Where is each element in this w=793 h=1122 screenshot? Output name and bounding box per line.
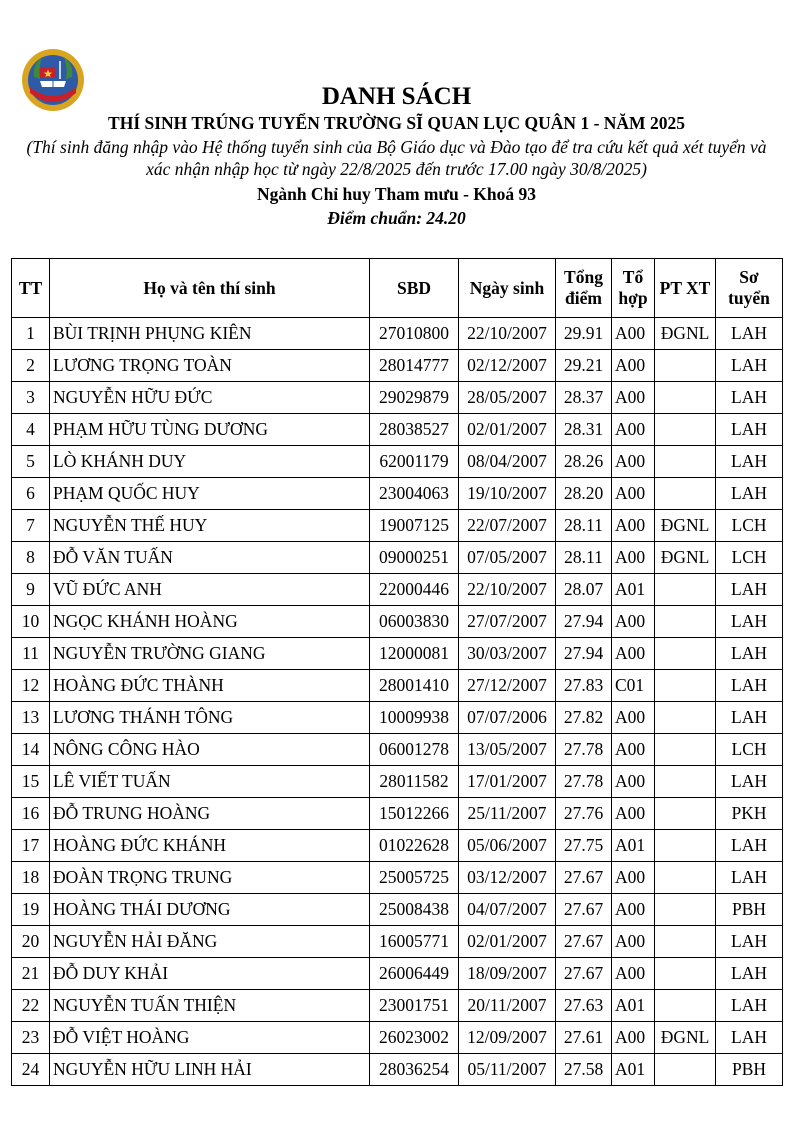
table-row xyxy=(12,1022,783,1054)
cell-full-name: ĐỖ TRUNG HOÀNG xyxy=(50,798,370,830)
cell-subject-group: A00 xyxy=(612,510,655,542)
cell-admission-method xyxy=(655,702,716,734)
cell-sbd: 62001179 xyxy=(370,446,459,478)
cell-admission-method xyxy=(655,350,716,382)
cell-birth-date: 27/12/2007 xyxy=(459,670,556,702)
admission-table xyxy=(11,258,783,1086)
cell-tt: 10 xyxy=(12,606,50,638)
document-header xyxy=(0,82,793,229)
cell-tt: 20 xyxy=(12,926,50,958)
cell-preliminary: PBH xyxy=(716,894,783,926)
cell-birth-date: 04/07/2007 xyxy=(459,894,556,926)
cell-full-name: ĐỖ DUY KHẢI xyxy=(50,958,370,990)
cell-sbd: 29029879 xyxy=(370,382,459,414)
cell-tt: 11 xyxy=(12,638,50,670)
cell-preliminary: LAH xyxy=(716,958,783,990)
cell-total-score: 27.78 xyxy=(556,734,612,766)
cell-preliminary: LCH xyxy=(716,734,783,766)
cell-full-name: ĐOÀN TRỌNG TRUNG xyxy=(50,862,370,894)
cell-subject-group: A00 xyxy=(612,382,655,414)
cell-total-score: 28.07 xyxy=(556,574,612,606)
cell-total-score: 27.67 xyxy=(556,958,612,990)
cell-preliminary: LAH xyxy=(716,1022,783,1054)
cell-admission-method xyxy=(655,574,716,606)
cell-total-score: 28.31 xyxy=(556,414,612,446)
cell-full-name: HOÀNG THÁI DƯƠNG xyxy=(50,894,370,926)
cell-total-score: 27.63 xyxy=(556,990,612,1022)
cell-full-name: ĐỖ VĂN TUẤN xyxy=(50,542,370,574)
cell-admission-method xyxy=(655,894,716,926)
cell-admission-method xyxy=(655,478,716,510)
table-row xyxy=(12,510,783,542)
cell-sbd: 12000081 xyxy=(370,638,459,670)
cell-admission-method xyxy=(655,1054,716,1086)
cell-admission-method xyxy=(655,670,716,702)
table-row xyxy=(12,862,783,894)
table-row xyxy=(12,798,783,830)
cell-total-score: 28.37 xyxy=(556,382,612,414)
cell-admission-method xyxy=(655,926,716,958)
cell-sbd: 28014777 xyxy=(370,350,459,382)
cell-preliminary: LAH xyxy=(716,670,783,702)
cell-total-score: 27.94 xyxy=(556,606,612,638)
cell-subject-group: A00 xyxy=(612,958,655,990)
cell-tt: 17 xyxy=(12,830,50,862)
cell-admission-method xyxy=(655,862,716,894)
cell-subject-group: A00 xyxy=(612,606,655,638)
cell-admission-method: ĐGNL xyxy=(655,1022,716,1054)
cell-total-score: 27.76 xyxy=(556,798,612,830)
cell-sbd: 22000446 xyxy=(370,574,459,606)
cell-full-name: PHẠM HỮU TÙNG DƯƠNG xyxy=(50,414,370,446)
cell-sbd: 06003830 xyxy=(370,606,459,638)
cell-birth-date: 27/07/2007 xyxy=(459,606,556,638)
document-title: DANH SÁCH xyxy=(321,83,472,110)
cell-birth-date: 30/03/2007 xyxy=(459,638,556,670)
cell-full-name: PHẠM QUỐC HUY xyxy=(50,478,370,510)
cell-sbd: 26023002 xyxy=(370,1022,459,1054)
cell-admission-method xyxy=(655,734,716,766)
cell-birth-date: 03/12/2007 xyxy=(459,862,556,894)
cell-tt: 8 xyxy=(12,542,50,574)
cell-total-score: 27.67 xyxy=(556,862,612,894)
table-header-row xyxy=(12,259,783,318)
cell-sbd: 28036254 xyxy=(370,1054,459,1086)
cell-birth-date: 22/07/2007 xyxy=(459,510,556,542)
cell-total-score: 27.83 xyxy=(556,670,612,702)
cell-tt: 23 xyxy=(12,1022,50,1054)
cell-preliminary: LAH xyxy=(716,318,783,350)
cell-total-score: 29.21 xyxy=(556,350,612,382)
header-sbd: SBD xyxy=(370,259,459,318)
cell-total-score: 27.82 xyxy=(556,702,612,734)
header-birth-date: Ngày sinh xyxy=(459,259,556,318)
table-row xyxy=(12,926,783,958)
table-row xyxy=(12,350,783,382)
cell-sbd: 01022628 xyxy=(370,830,459,862)
header-tt: TT xyxy=(12,259,50,318)
table-row xyxy=(12,734,783,766)
cell-birth-date: 13/05/2007 xyxy=(459,734,556,766)
cell-subject-group: A00 xyxy=(612,414,655,446)
cell-subject-group: A00 xyxy=(612,318,655,350)
cell-tt: 19 xyxy=(12,894,50,926)
cell-subject-group: A00 xyxy=(612,766,655,798)
header-subject-group: Tổ hợp xyxy=(612,259,655,318)
cell-total-score: 27.67 xyxy=(556,894,612,926)
cell-birth-date: 05/06/2007 xyxy=(459,830,556,862)
cell-tt: 1 xyxy=(12,318,50,350)
cell-total-score: 28.20 xyxy=(556,478,612,510)
table-row xyxy=(12,958,783,990)
cell-preliminary: LAH xyxy=(716,446,783,478)
cell-birth-date: 17/01/2007 xyxy=(459,766,556,798)
cell-total-score: 27.75 xyxy=(556,830,612,862)
header-total-score: Tổng điểm xyxy=(556,259,612,318)
cell-tt: 6 xyxy=(12,478,50,510)
cell-tt: 7 xyxy=(12,510,50,542)
cell-full-name: NGUYỄN THẾ HUY xyxy=(50,510,370,542)
cell-admission-method xyxy=(655,414,716,446)
cell-sbd: 23001751 xyxy=(370,990,459,1022)
cell-full-name: LƯƠNG TRỌNG TOÀN xyxy=(50,350,370,382)
cell-preliminary: LAH xyxy=(716,382,783,414)
cell-preliminary: LAH xyxy=(716,702,783,734)
cell-birth-date: 22/10/2007 xyxy=(459,318,556,350)
cell-subject-group: A01 xyxy=(612,1054,655,1086)
cell-sbd: 23004063 xyxy=(370,478,459,510)
cell-birth-date: 02/01/2007 xyxy=(459,414,556,446)
cell-full-name: NGUYỄN TRƯỜNG GIANG xyxy=(50,638,370,670)
table-row xyxy=(12,478,783,510)
cell-total-score: 28.11 xyxy=(556,542,612,574)
cell-full-name: HOÀNG ĐỨC KHÁNH xyxy=(50,830,370,862)
cell-birth-date: 08/04/2007 xyxy=(459,446,556,478)
table-row xyxy=(12,990,783,1022)
cell-subject-group: A00 xyxy=(612,542,655,574)
cell-subject-group: A00 xyxy=(612,638,655,670)
cell-admission-method xyxy=(655,606,716,638)
cell-preliminary: PKH xyxy=(716,798,783,830)
cell-total-score: 27.61 xyxy=(556,1022,612,1054)
table-row xyxy=(12,1054,783,1086)
cell-subject-group: A00 xyxy=(612,350,655,382)
cell-sbd: 26006449 xyxy=(370,958,459,990)
cell-sbd: 28001410 xyxy=(370,670,459,702)
cell-admission-method xyxy=(655,830,716,862)
cell-admission-method xyxy=(655,798,716,830)
cell-admission-method xyxy=(655,446,716,478)
header-full-name: Họ và tên thí sinh xyxy=(50,259,370,318)
cell-preliminary: LAH xyxy=(716,990,783,1022)
cell-subject-group: A00 xyxy=(612,446,655,478)
cell-subject-group: A00 xyxy=(612,862,655,894)
cell-preliminary: LAH xyxy=(716,862,783,894)
table-row xyxy=(12,574,783,606)
cell-preliminary: LAH xyxy=(716,830,783,862)
cell-subject-group: A00 xyxy=(612,702,655,734)
cell-tt: 5 xyxy=(12,446,50,478)
cell-subject-group: A01 xyxy=(612,990,655,1022)
cell-birth-date: 02/01/2007 xyxy=(459,926,556,958)
table-row xyxy=(12,446,783,478)
table-row xyxy=(12,414,783,446)
cell-admission-method xyxy=(655,382,716,414)
cell-subject-group: A01 xyxy=(612,830,655,862)
cell-birth-date: 28/05/2007 xyxy=(459,382,556,414)
cell-birth-date: 25/11/2007 xyxy=(459,798,556,830)
cell-full-name: LÒ KHÁNH DUY xyxy=(50,446,370,478)
cell-full-name: ĐỖ VIỆT HOÀNG xyxy=(50,1022,370,1054)
cell-total-score: 27.67 xyxy=(556,926,612,958)
cell-subject-group: A00 xyxy=(612,926,655,958)
table-row xyxy=(12,382,783,414)
cell-admission-method: ĐGNL xyxy=(655,318,716,350)
cell-tt: 16 xyxy=(12,798,50,830)
cell-preliminary: LAH xyxy=(716,478,783,510)
cell-total-score: 28.26 xyxy=(556,446,612,478)
cell-full-name: NGUYỄN HẢI ĐĂNG xyxy=(50,926,370,958)
cell-sbd: 06001278 xyxy=(370,734,459,766)
cell-tt: 24 xyxy=(12,1054,50,1086)
header-admission-method: PT XT xyxy=(655,259,716,318)
cell-full-name: NGUYỄN HỮU LINH HẢI xyxy=(50,1054,370,1086)
table-row xyxy=(12,638,783,670)
cutoff-score: Điểm chuẩn: 24.20 xyxy=(327,208,466,228)
header-preliminary: Sơ tuyển xyxy=(716,259,783,318)
cell-preliminary: LAH xyxy=(716,638,783,670)
cell-full-name: BÙI TRỊNH PHỤNG KIÊN xyxy=(50,318,370,350)
cell-birth-date: 19/10/2007 xyxy=(459,478,556,510)
cell-sbd: 19007125 xyxy=(370,510,459,542)
cell-tt: 15 xyxy=(12,766,50,798)
cell-birth-date: 12/09/2007 xyxy=(459,1022,556,1054)
cell-full-name: LƯƠNG THÁNH TÔNG xyxy=(50,702,370,734)
cell-tt: 13 xyxy=(12,702,50,734)
cell-full-name: NGUYỄN HỮU ĐỨC xyxy=(50,382,370,414)
cell-subject-group: A01 xyxy=(612,574,655,606)
table-row xyxy=(12,606,783,638)
cell-subject-group: A00 xyxy=(612,894,655,926)
cell-subject-group: C01 xyxy=(612,670,655,702)
cell-sbd: 25008438 xyxy=(370,894,459,926)
cell-preliminary: PBH xyxy=(716,1054,783,1086)
cell-subject-group: A00 xyxy=(612,1022,655,1054)
cell-tt: 12 xyxy=(12,670,50,702)
cell-preliminary: LAH xyxy=(716,926,783,958)
table-row xyxy=(12,766,783,798)
cell-sbd: 27010800 xyxy=(370,318,459,350)
cell-admission-method xyxy=(655,990,716,1022)
cell-full-name: VŨ ĐỨC ANH xyxy=(50,574,370,606)
cell-total-score: 27.58 xyxy=(556,1054,612,1086)
cell-preliminary: LCH xyxy=(716,510,783,542)
cell-preliminary: LCH xyxy=(716,542,783,574)
table-row xyxy=(12,702,783,734)
cell-full-name: NGỌC KHÁNH HOÀNG xyxy=(50,606,370,638)
cell-sbd: 15012266 xyxy=(370,798,459,830)
cell-preliminary: LAH xyxy=(716,766,783,798)
cell-tt: 21 xyxy=(12,958,50,990)
cell-subject-group: A00 xyxy=(612,734,655,766)
cell-tt: 2 xyxy=(12,350,50,382)
cell-admission-method xyxy=(655,638,716,670)
table-row xyxy=(12,318,783,350)
table-row xyxy=(12,894,783,926)
cell-admission-method xyxy=(655,766,716,798)
cell-total-score: 27.94 xyxy=(556,638,612,670)
cell-subject-group: A00 xyxy=(612,478,655,510)
cell-tt: 4 xyxy=(12,414,50,446)
cell-full-name: HOÀNG ĐỨC THÀNH xyxy=(50,670,370,702)
document-subtitle: THÍ SINH TRÚNG TUYỂN TRƯỜNG SĨ QUAN LỤC QUÂN 1 - NĂM 2025 xyxy=(108,113,685,133)
cell-full-name: LÊ VIẾT TUẤN xyxy=(50,766,370,798)
cell-sbd: 28011582 xyxy=(370,766,459,798)
cell-sbd: 16005771 xyxy=(370,926,459,958)
cell-total-score: 29.91 xyxy=(556,318,612,350)
cell-total-score: 27.78 xyxy=(556,766,612,798)
cell-birth-date: 02/12/2007 xyxy=(459,350,556,382)
document-note: (Thí sinh đăng nhập vào Hệ thống tuyển sinh của Bộ Giáo dục và Đào tạo để tra cứu kết quả xét tuyển và xác nhận nhập học từ ngày 22/8/2025 đến trước 17.00 ngày 30/8/2025) xyxy=(26,137,767,179)
table-row xyxy=(12,830,783,862)
cell-tt: 22 xyxy=(12,990,50,1022)
cell-sbd: 28038527 xyxy=(370,414,459,446)
cell-tt: 18 xyxy=(12,862,50,894)
cell-sbd: 10009938 xyxy=(370,702,459,734)
cell-preliminary: LAH xyxy=(716,574,783,606)
cell-tt: 9 xyxy=(12,574,50,606)
cell-sbd: 09000251 xyxy=(370,542,459,574)
cell-preliminary: LAH xyxy=(716,414,783,446)
cell-total-score: 28.11 xyxy=(556,510,612,542)
major-name: Ngành Chỉ huy Tham mưu - Khoá 93 xyxy=(256,184,537,204)
cell-birth-date: 05/11/2007 xyxy=(459,1054,556,1086)
cell-subject-group: A00 xyxy=(612,798,655,830)
cell-birth-date: 07/07/2006 xyxy=(459,702,556,734)
cell-birth-date: 20/11/2007 xyxy=(459,990,556,1022)
cell-tt: 14 xyxy=(12,734,50,766)
cell-birth-date: 22/10/2007 xyxy=(459,574,556,606)
cell-full-name: NGUYỄN TUẤN THIỆN xyxy=(50,990,370,1022)
cell-admission-method: ĐGNL xyxy=(655,542,716,574)
table-row xyxy=(12,670,783,702)
cell-admission-method xyxy=(655,958,716,990)
cell-sbd: 25005725 xyxy=(370,862,459,894)
cell-full-name: NÔNG CÔNG HÀO xyxy=(50,734,370,766)
cell-preliminary: LAH xyxy=(716,606,783,638)
cell-birth-date: 18/09/2007 xyxy=(459,958,556,990)
cell-admission-method: ĐGNL xyxy=(655,510,716,542)
table-row xyxy=(12,542,783,574)
cell-preliminary: LAH xyxy=(716,350,783,382)
cell-birth-date: 07/05/2007 xyxy=(459,542,556,574)
cell-tt: 3 xyxy=(12,382,50,414)
